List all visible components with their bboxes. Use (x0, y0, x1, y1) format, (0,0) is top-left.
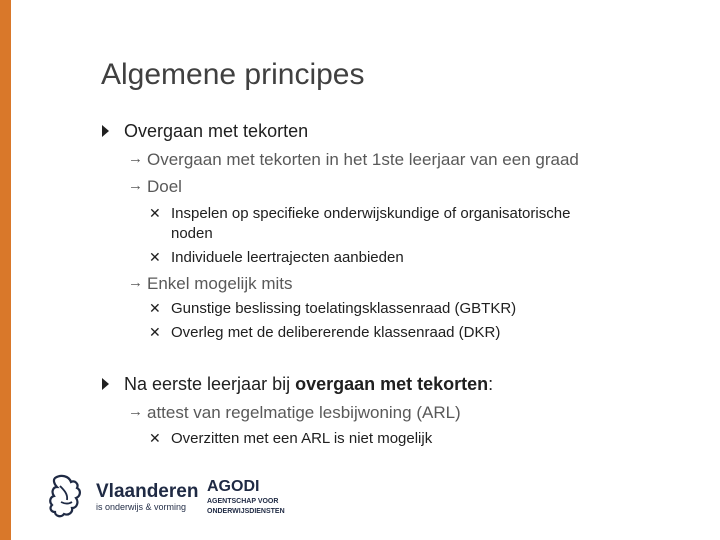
bullet-overgaan-met-tekorten (124, 121, 308, 142)
accent-bar (0, 0, 11, 540)
cross-bullet-icon: ✕ (149, 300, 161, 316)
sub-bullet-eerste-leerjaar (128, 150, 579, 170)
cross-bullet-icon: ✕ (149, 324, 161, 340)
triangle-bullet-icon (102, 125, 109, 137)
bullet-text-post: : (488, 374, 494, 394)
sub-bullet-text: attest van regelmatige lesbijwoning (ARL) (147, 403, 461, 422)
bullet-text-bold: overgaan met tekorten (295, 374, 489, 394)
sub-sub-bullet-inspelen-continued (171, 225, 213, 242)
sub-sub-bullet-dkr (149, 324, 501, 341)
sub-sub-bullet-text: noden (171, 225, 213, 242)
slide-title: Algemene principes (101, 58, 365, 91)
cross-bullet-icon: ✕ (149, 430, 161, 446)
agodi-logo-text: AGODI (207, 478, 260, 495)
cross-bullet-icon: ✕ (149, 249, 161, 265)
bullet-text-pre: Na eerste leerjaar bij (124, 374, 296, 394)
sub-bullet-enkel-mogelijk (128, 274, 293, 294)
sub-bullet-text: Enkel mogelijk mits (147, 274, 293, 293)
sub-sub-bullet-text: Gunstige beslissing toelatingsklassenraad (GBTKR) (171, 300, 517, 317)
agodi-tagline: AGENTSCHAP VOOR ONDERWIJSDIENSTEN (207, 498, 285, 515)
bullet-na-eerste-leerjaar (124, 374, 493, 395)
sub-bullet-text: Doel (147, 177, 182, 196)
arrow-bullet-icon: → (128, 177, 143, 194)
arrow-bullet-icon: → (128, 403, 143, 420)
sub-bullet-arl (128, 403, 461, 423)
sub-sub-bullet-text: Overzitten met een ARL is niet mogelijk (171, 430, 433, 447)
sub-sub-bullet-text: Individuele leertrajecten aanbieden (171, 249, 404, 266)
sub-sub-bullet-gbtkr (149, 300, 517, 317)
sub-sub-bullet-leertrajecten (149, 249, 404, 266)
sub-sub-bullet-text: Inspelen op specifieke onderwijskundige of organisatorische (171, 205, 571, 222)
vlaanderen-logo-text: Vlaanderen (96, 481, 199, 502)
sub-sub-bullet-inspelen (149, 205, 571, 222)
arrow-bullet-icon: → (128, 274, 143, 291)
arrow-bullet-icon: → (128, 150, 143, 167)
cross-bullet-icon: ✕ (149, 205, 161, 221)
sub-bullet-text: Overgaan met tekorten in het 1ste leerjaar van een graad (147, 150, 579, 169)
bullet-text: Overgaan met tekorten (124, 121, 309, 141)
sub-sub-bullet-text: Overleg met de delibererende klassenraad (DKR) (171, 324, 501, 341)
sub-bullet-doel (128, 177, 182, 197)
triangle-bullet-icon (102, 378, 109, 390)
sub-sub-bullet-overzitten (149, 430, 433, 447)
vlaanderen-tagline: is onderwijs & vorming (96, 502, 187, 512)
flemish-lion-logo-icon (47, 472, 87, 522)
